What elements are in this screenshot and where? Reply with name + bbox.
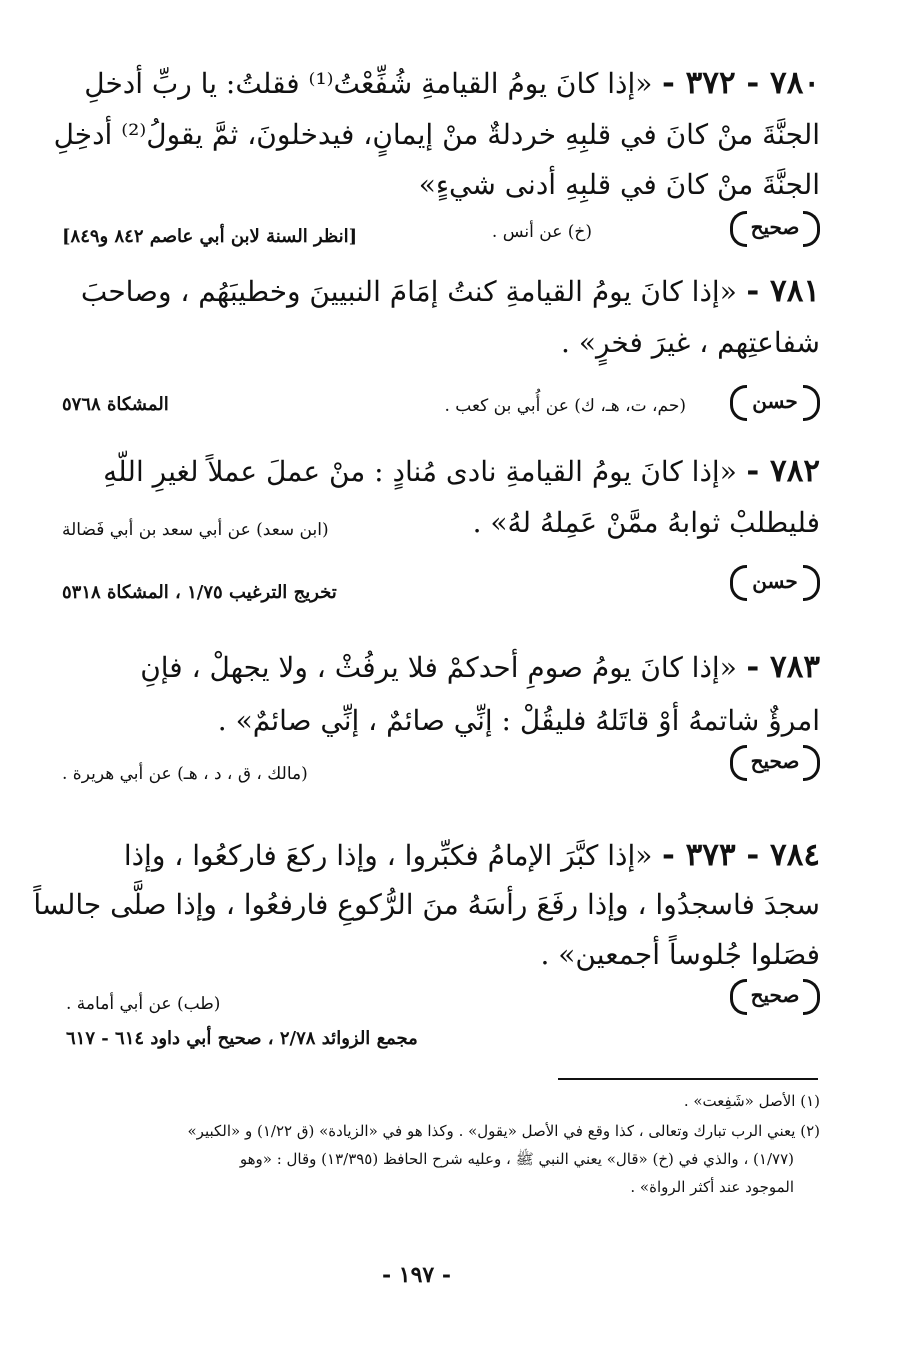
hadith-782-source: (ابن سعد) عن أبي سعد بن أبي فَضالة: [62, 520, 329, 540]
footnote-2-line3: الموجود عند أكثر الرواة» .: [630, 1178, 794, 1196]
hadith-784-source: (طب) عن أبي أمامة .: [66, 994, 221, 1014]
hadith-781-line2: شفاعتِهم ، غيرَ فخرٍ» .: [561, 326, 820, 359]
hadith-783-number: ٧٨٣ -: [746, 649, 820, 685]
hadith-784-line2: سجدَ فاسجدُوا ، وإذا رفَعَ رأسَهُ منَ الرُّكوعِ فارفعُوا ، وإذا صلَّى جالساً: [33, 888, 820, 921]
hadith-783-source: (مالك ، ق ، د ، هـ) عن أبي هريرة .: [62, 764, 308, 784]
hadith-780-text-1: «إذا كانَ يومُ القيامةِ شُفِّعْتُ⁽¹⁾ فقلتُ: يا ربِّ أدخلِ: [84, 67, 653, 100]
hadith-783-text-1: «إذا كانَ يومُ صومِ أحدكمْ فلا يرفُثْ ، ولا يجهلْ ، فإنِ: [140, 651, 737, 684]
hadith-780-line3: الجنَّةَ منْ كانَ في قلبِهِ أدنى شيءٍ»: [418, 168, 820, 201]
hadith-784-line3: فصَلوا جُلوساً أجمعين» .: [540, 938, 820, 971]
hadith-781-line1: [80, 273, 820, 309]
hadith-781-number: ٧٨١ -: [746, 273, 820, 309]
hadith-782-line2: فليطلبْ ثوابهُ ممَّنْ عَمِلهُ لهُ» .: [472, 506, 820, 539]
footnote-1: (١) الأصل «شَفِعت» .: [683, 1092, 820, 1110]
hadith-780-number: ٧٨٠ - ٣٧٢ -: [661, 65, 820, 101]
hadith-782-number: ٧٨٢ -: [746, 453, 820, 489]
hadith-780-reference: [انظر السنة لابن أبي عاصم ٨٤٢ و٨٤٩]: [62, 226, 358, 247]
hadith-781-reference: المشكاة ٥٧٦٨: [62, 394, 169, 415]
hadith-780-line2: الجنَّةَ منْ كانَ في قلبِهِ خردلةٌ منْ إيمانٍ، فيدخلونَ، ثمَّ يقولُ⁽²⁾ أدخِلِ: [53, 118, 820, 151]
hadith-783-grade: صحيح: [730, 742, 820, 780]
hadith-780-source: (خ) عن أنس .: [491, 222, 592, 242]
page-number: - ١٩٧ -: [382, 1262, 452, 1288]
hadith-784-line1: [123, 837, 820, 873]
hadith-782-grade: حسن: [730, 562, 820, 600]
footnote-2-line1: (٢) يعني الرب تبارك وتعالى ، كذا وقع في الأصل «يقول» . وكذا هو في «الزيادة» (ق ١/٢٢) و «الكبير»: [187, 1122, 820, 1140]
hadith-784-text-1: «إذا كبَّرَ الإمامُ فكبِّروا ، وإذا ركعَ فاركعُوا ، وإذا: [123, 839, 653, 872]
hadith-781-text-1: «إذا كانَ يومُ القيامةِ كنتُ إمَامَ النبيينَ وخطيبَهُم ، وصاحبَ: [80, 275, 737, 308]
hadith-784-reference: مجمع الزوائد ٢/٧٨ ، صحيح أبي داود ٦١٤ - ٦١٧: [66, 1028, 418, 1049]
hadith-782-line1: [103, 453, 820, 489]
footnote-divider: [558, 1078, 818, 1080]
hadith-782-text-1: «إذا كانَ يومُ القيامةِ نادى مُنادٍ : منْ عملَ عملاً لغيرِ اللّهِ: [103, 455, 737, 488]
hadith-783-line1: [140, 649, 820, 685]
hadith-780-line1: [84, 65, 820, 101]
hadith-783-line2: امرؤٌ شاتمهُ أوْ قاتَلهُ فليقُلْ : إنِّي صائمٌ ، إنِّي صائمٌ» .: [217, 704, 820, 737]
hadith-781-grade: حسن: [730, 382, 820, 420]
hadith-781-source: (حم، ت، هـ، ك) عن أُبي بن كعب .: [444, 396, 686, 416]
hadith-784-number: ٧٨٤ - ٣٧٣ -: [661, 837, 820, 873]
hadith-782-reference: تخريج الترغيب ١/٧٥ ، المشكاة ٥٣١٨: [62, 582, 337, 603]
footnote-2-line2: (١/٧٧) ، والذي في (خ) «قال» يعني النبي ﷺ ، وعليه شرح الحافظ (١٣/٣٩٥) وقال : «وهو: [239, 1150, 794, 1168]
hadith-780-grade: صحيح: [730, 208, 820, 246]
hadith-784-grade: صحيح: [730, 976, 820, 1014]
